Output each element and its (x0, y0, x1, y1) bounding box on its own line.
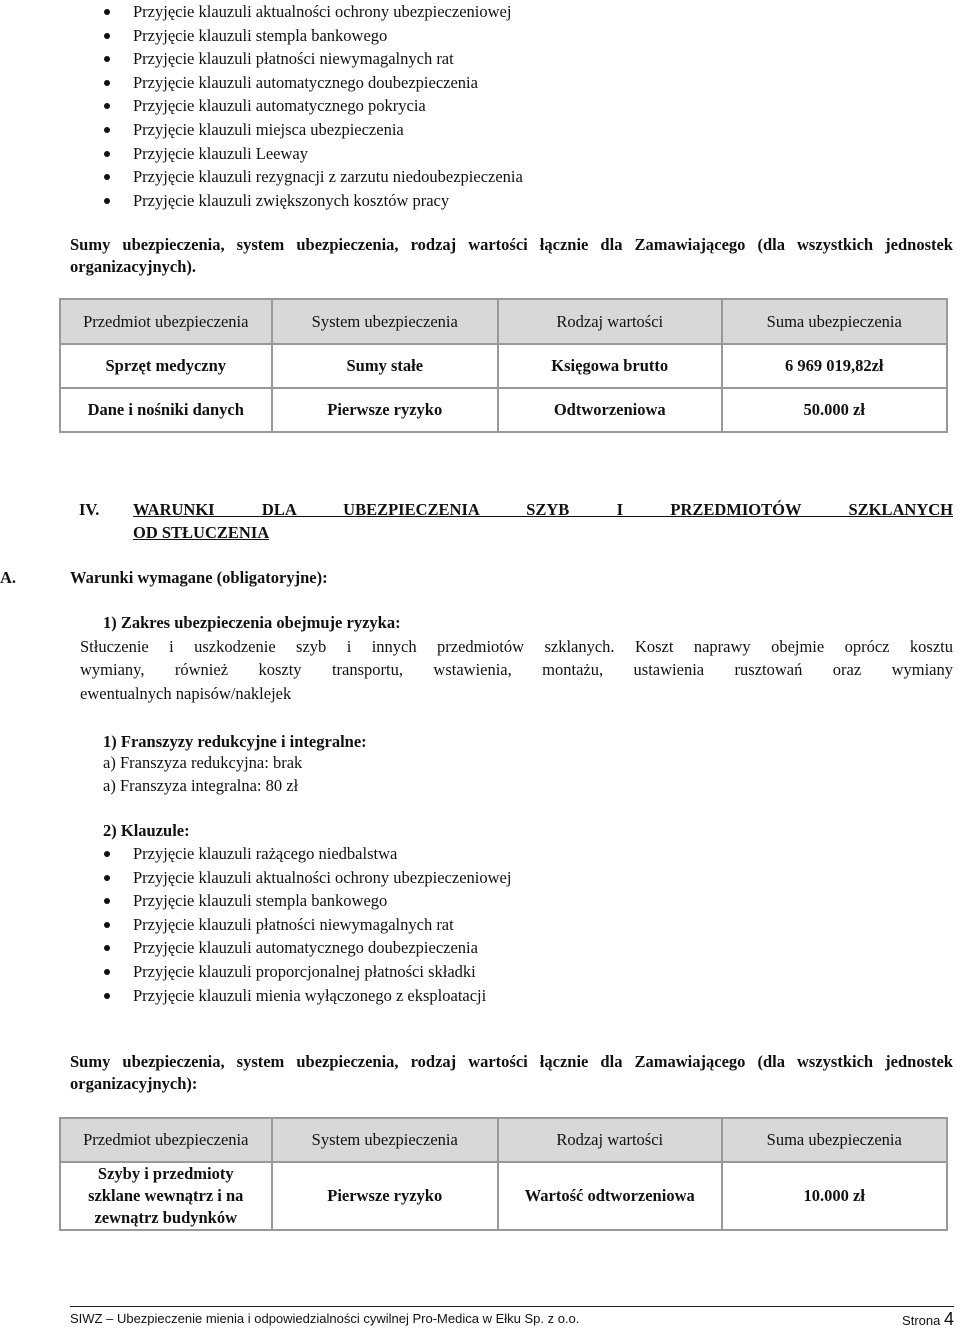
page-label: Strona (902, 1313, 941, 1328)
page-number: 4 (943, 1309, 954, 1329)
section-number: IV. (79, 500, 100, 519)
table-cell: Dane i nośniki danych (60, 388, 272, 432)
franchise-heading: 1) Franszyzy redukcyjne i integralne: (103, 732, 367, 751)
list-item: Przyjęcie klauzuli rażącego niedbalstwa (0, 842, 511, 866)
clause-list (0, 842, 511, 1007)
list-item: Przyjęcie klauzuli rezygnacji z zarzutu niedoubezpieczenia (0, 165, 523, 189)
column-header: Przedmiot ubezpieczenia (60, 299, 272, 344)
insurance-table-2 (59, 1117, 948, 1231)
clauses-heading: 2) Klauzule: (103, 821, 190, 840)
franchise-item: a) Franszyza integralna: 80 zł (103, 776, 299, 795)
top-clause-list (0, 0, 523, 212)
franchise-item: a) Franszyza redukcyjna: brak (103, 753, 303, 772)
scope-text-line: wymiany, również koszty transportu, wstawienia, montażu, ustawienia rusztowań oraz wymiany (80, 660, 953, 679)
sums-heading-2: Sumy ubezpieczenia, system ubezpieczenia, rodzaj wartości łącznie dla Zamawiającego (dla wszystkich jednostek organizacyjnych): (70, 1052, 953, 1093)
list-item: Przyjęcie klauzuli automatycznego pokrycia (0, 94, 523, 118)
table-cell: 6 969 019,82zł (722, 344, 947, 388)
column-header: Suma ubezpieczenia (722, 1118, 948, 1162)
cell-line: zewnątrz budynków (94, 1208, 238, 1227)
section-title: WARUNKI DLA UBEZPIECZENIA SZYB I PRZEDMIOTÓW SZKLANYCH (133, 500, 953, 519)
list-item: Przyjęcie klauzuli płatności niewymagalnych rat (0, 47, 523, 71)
column-header: Rodzaj wartości (498, 1118, 722, 1162)
list-item: Przyjęcie klauzuli Leeway (0, 142, 523, 166)
cell-line: Szyby i przedmioty (97, 1164, 234, 1183)
column-header: Rodzaj wartości (498, 299, 722, 344)
list-item: Przyjęcie klauzuli automatycznego doubezpieczenia (0, 936, 511, 960)
table-row (60, 388, 947, 432)
list-item: Przyjęcie klauzuli płatności niewymagalnych rat (0, 913, 511, 937)
section-title-continued: OD STŁUCZENIA (133, 523, 270, 542)
insurance-table-1 (59, 298, 948, 433)
scope-text-line: ewentualnych napisów/naklejek (80, 684, 292, 703)
table-cell: Księgowa brutto (498, 344, 722, 388)
table-cell: Wartość odtworzeniowa (498, 1162, 722, 1230)
footer-text: SIWZ – Ubezpieczenie mienia i odpowiedzialności cywilnej Pro-Medica w Ełku Sp. z o.o. (70, 1311, 580, 1326)
column-header: Przedmiot ubezpieczenia (60, 1118, 272, 1162)
table-cell: Sprzęt medyczny (60, 344, 272, 388)
table-cell: Sumy stałe (272, 344, 498, 388)
table-cell: 50.000 zł (722, 388, 947, 432)
table-cell (60, 1162, 272, 1230)
column-header: Suma ubezpieczenia (722, 299, 947, 344)
list-item: Przyjęcie klauzuli stempla bankowego (0, 24, 523, 48)
list-item: Przyjęcie klauzuli miejsca ubezpieczenia (0, 118, 523, 142)
list-item: Przyjęcie klauzuli proporcjonalnej płatności składki (0, 960, 511, 984)
list-item: Przyjęcie klauzuli aktualności ochrony ubezpieczeniowej (0, 866, 511, 890)
list-item: Przyjęcie klauzuli stempla bankowego (0, 889, 511, 913)
table-cell: 10.000 zł (722, 1162, 948, 1230)
subsection-letter: A. (0, 568, 17, 587)
table-cell: Odtworzeniowa (498, 388, 722, 432)
list-item: Przyjęcie klauzuli aktualności ochrony ubezpieczeniowej (0, 0, 523, 24)
scope-heading: 1) Zakres ubezpieczenia obejmuje ryzyka: (103, 613, 401, 632)
scope-text-line: Stłuczenie i uszkodzenie szyb i innych przedmiotów szklanych. Koszt naprawy obejmie oprócz kosztu (80, 637, 953, 656)
table-row (60, 344, 947, 388)
list-item: Przyjęcie klauzuli zwiększonych kosztów pracy (0, 189, 523, 213)
page-number-label (902, 1309, 954, 1330)
column-header: System ubezpieczenia (272, 299, 498, 344)
table-cell: Pierwsze ryzyko (272, 388, 498, 432)
page-footer (70, 1306, 954, 1330)
column-header: System ubezpieczenia (272, 1118, 498, 1162)
table-cell: Pierwsze ryzyko (272, 1162, 498, 1230)
subsection-title: Warunki wymagane (obligatoryjne): (70, 568, 328, 587)
cell-line: szklane wewnątrz i na (88, 1186, 244, 1205)
sums-heading-1: Sumy ubezpieczenia, system ubezpieczenia, rodzaj wartości łącznie dla Zamawiającego (dla wszystkich jednostek organizacyjnych). (70, 235, 953, 276)
list-item: Przyjęcie klauzuli automatycznego doubezpieczenia (0, 71, 523, 95)
list-item: Przyjęcie klauzuli mienia wyłączonego z eksploatacji (0, 984, 511, 1008)
table-row (60, 1162, 947, 1230)
